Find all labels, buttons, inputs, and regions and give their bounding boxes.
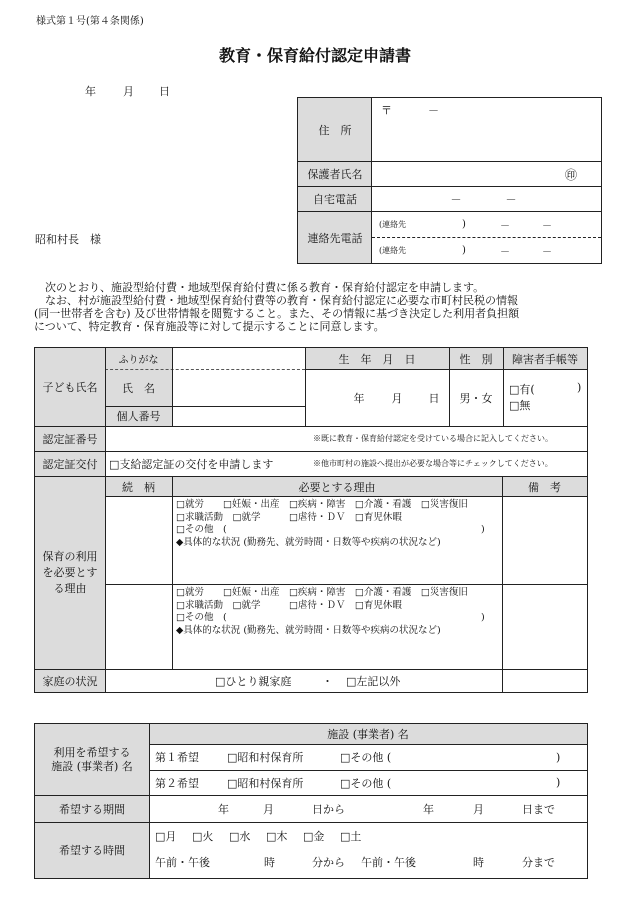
guardian-name-label: 保護者氏名 xyxy=(307,168,363,181)
period-label: 希望する期間 xyxy=(59,802,125,816)
home-phone-field[interactable] xyxy=(374,188,599,210)
cert-issue-note: ※他市町村の施設へ提出が必要な場合等にチェックしてください。 xyxy=(313,459,553,468)
cert-number-field[interactable] xyxy=(107,428,307,449)
reason-2-options-row-1[interactable]: □就労 □妊娠・出産 □疾病・障害 □介護・看護 □災害復旧 xyxy=(176,587,468,598)
id-number-label: 個人番号 xyxy=(116,410,161,423)
reason-1-other-option[interactable]: □その他 ( xyxy=(176,524,227,535)
contact-2-prefix: (連絡先 xyxy=(379,246,407,255)
family-status-label: 家庭の状況 xyxy=(42,674,98,688)
address-label: 住 所 xyxy=(318,123,352,137)
time-start-ampm[interactable]: 午前・午後 xyxy=(155,856,210,869)
contact-1-dash-2: － xyxy=(542,221,552,232)
reason-2-other-option[interactable]: □その他 ( xyxy=(176,612,227,623)
reason-1-options-row-1[interactable]: □就労 □妊娠・出産 □疾病・障害 □介護・看護 □災害復旧 xyxy=(176,499,468,510)
reason-2-options-row-2[interactable]: □求職活動 □就学 □虐待・ＤＶ □育児休暇 xyxy=(176,599,402,611)
date-year-label: 年 xyxy=(85,85,96,98)
facility-label-line-2: 施設 (事業者) 名 xyxy=(51,759,133,773)
sex-option[interactable]: 男・女 xyxy=(459,391,493,405)
furigana-field[interactable] xyxy=(174,350,303,368)
day-fri-checkbox[interactable]: □金 xyxy=(303,830,325,843)
contact-phone-label: 連絡先電話 xyxy=(307,231,363,245)
child-info-table xyxy=(34,347,588,693)
day-thu-checkbox[interactable]: □木 xyxy=(266,830,288,843)
reason-label xyxy=(35,476,105,669)
contact-1-dash-1: － xyxy=(500,221,510,232)
reason-label-line-3: る理由 xyxy=(53,581,87,595)
first-choice-other-checkbox[interactable]: □その他 ( xyxy=(340,751,392,764)
disability-yes-checkbox[interactable]: □有( xyxy=(509,383,535,396)
page-title: 教育・保育給付認定申請書 xyxy=(218,46,411,65)
second-choice-close: ) xyxy=(556,776,561,789)
home-phone-dash-2: － xyxy=(505,193,517,206)
contact-2-dash-2: － xyxy=(542,247,552,258)
period-end-month: 月 xyxy=(473,802,484,816)
second-choice-other-checkbox[interactable]: □その他 ( xyxy=(340,776,392,790)
reason-2-other-close: ) xyxy=(481,612,485,623)
family-single-parent-checkbox[interactable]: □ひとり親家庭 xyxy=(215,674,292,688)
time-start-hour: 時 xyxy=(264,856,275,869)
form-number: 様式第１号(第４条関係) xyxy=(36,16,144,27)
reason-label-line-1: 保育の利用 xyxy=(42,549,98,563)
contact-2-dash-1: － xyxy=(500,247,510,258)
first-choice-label: 第１希望 xyxy=(155,751,199,764)
relation-field-2[interactable] xyxy=(107,586,170,667)
facility-label-line-1: 利用を希望する xyxy=(53,745,131,759)
second-choice-label: 第２希望 xyxy=(155,776,199,790)
notes-column-header: 備 考 xyxy=(528,480,561,494)
time-end-hour: 時 xyxy=(473,856,484,869)
second-choice-showa-checkbox[interactable]: □昭和村保育所 xyxy=(227,776,304,790)
child-name-field-label: 氏 名 xyxy=(122,381,155,395)
intro-line-4: について、特定教育・保育施設等に対して提示することに同意します。 xyxy=(34,320,385,333)
contact-2-close: ) xyxy=(462,245,466,256)
intro-paragraph xyxy=(34,281,614,333)
sex-label: 性 別 xyxy=(459,352,493,366)
reason-label-line-2: を必要とす xyxy=(42,565,98,579)
applicant-box xyxy=(297,97,602,264)
dob-month: 月 xyxy=(391,391,403,405)
disability-yes-close: ) xyxy=(577,381,582,394)
addressee: 昭和村長 様 xyxy=(35,233,101,246)
family-separator: ・ xyxy=(322,674,333,688)
day-tue-checkbox[interactable]: □火 xyxy=(192,830,214,843)
cert-number-label: 認定証番号 xyxy=(42,432,98,446)
facility-table xyxy=(34,723,588,879)
seal-mark: ㊞ xyxy=(564,167,577,182)
postal-mark: 〒 xyxy=(381,104,392,117)
time-label: 希望する時間 xyxy=(59,844,125,857)
dob-day: 日 xyxy=(428,391,440,405)
day-wed-checkbox[interactable]: □水 xyxy=(229,830,251,843)
time-end-suffix: 分まで xyxy=(522,856,555,869)
notes-field-2[interactable] xyxy=(504,586,585,667)
reason-1-specific-label: ◆具体的な状況 (勤務先、就労時間・日数等や疾病の状況など) xyxy=(176,536,441,548)
home-phone-dash-1: － xyxy=(450,193,462,206)
cert-number-note: ※既に教育・保育給付認定を受けている場合に記入してください。 xyxy=(313,434,553,443)
period-start-suffix: 日から xyxy=(312,802,345,816)
time-end-ampm[interactable]: 午前・午後 xyxy=(361,856,416,869)
period-end-suffix: 日まで xyxy=(522,802,555,816)
address-field[interactable] xyxy=(374,106,599,159)
period-start-month: 月 xyxy=(263,802,274,816)
intro-line-2: なお、村が施設型給付費・地域型保育給付費等の教育・保育給付認定に必要な市町村民税の情報 xyxy=(45,294,518,307)
day-mon-checkbox[interactable]: □月 xyxy=(155,830,177,843)
id-number-field[interactable] xyxy=(174,408,303,425)
family-other-checkbox[interactable]: □左記以外 xyxy=(346,674,401,688)
disability-label: 障害者手帳等 xyxy=(512,352,578,366)
guardian-name-field[interactable] xyxy=(374,163,554,185)
first-choice-close: ) xyxy=(556,750,561,764)
postal-dash: － xyxy=(428,104,439,117)
date-month-label: 月 xyxy=(123,85,134,98)
reason-1-other-close: ) xyxy=(481,524,485,535)
reason-1-options-row-2[interactable]: □求職活動 □就学 □虐待・ＤＶ □育児休暇 xyxy=(176,511,402,523)
reason-column-header: 必要とする理由 xyxy=(298,480,376,494)
weekday-checkboxes xyxy=(155,828,377,844)
home-phone-label: 自宅電話 xyxy=(313,193,357,206)
dob-year: 年 xyxy=(353,391,365,405)
relation-column-header: 続 柄 xyxy=(122,480,155,494)
furigana-label: ふりがな xyxy=(118,355,159,366)
reason-block-2 xyxy=(176,587,500,637)
cert-issue-label: 認定証交付 xyxy=(42,457,98,471)
time-start-suffix: 分から xyxy=(312,856,345,869)
contact-1-close: ) xyxy=(462,219,466,230)
intro-line-1: 次のとおり、施設型給付費・地域型保育給付費に係る教育・保育給付認定を申請します。 xyxy=(45,281,485,294)
relation-field-1[interactable] xyxy=(107,498,170,582)
facility-label xyxy=(35,724,149,795)
facility-column-header: 施設 (事業者) 名 xyxy=(327,728,409,741)
notes-field-1[interactable] xyxy=(504,498,585,582)
child-name-field[interactable] xyxy=(174,372,303,404)
contact-1-prefix: (連絡先 xyxy=(379,220,407,229)
day-sat-checkbox[interactable]: □土 xyxy=(340,830,362,843)
period-end-year: 年 xyxy=(423,802,434,816)
intro-line-3: (同一世帯者を含む) 及び世帯情報を閲覧すること。また、その情報に基づき決定した利用者負担額 xyxy=(34,307,520,320)
child-name-label: 子ども氏名 xyxy=(42,381,98,394)
cert-issue-checkbox[interactable]: □支給認定証の交付を申請します xyxy=(109,457,274,471)
disability-no-checkbox[interactable]: □無 xyxy=(509,399,531,412)
reason-block-1 xyxy=(176,499,500,549)
reason-2-specific-label: ◆具体的な状況 (勤務先、就労時間・日数等や疾病の状況など) xyxy=(176,624,441,636)
period-start-year: 年 xyxy=(218,802,229,816)
first-choice-showa-checkbox[interactable]: □昭和村保育所 xyxy=(227,751,304,764)
dob-label: 生 年 月 日 xyxy=(338,352,416,366)
date-day-label: 日 xyxy=(159,85,170,98)
